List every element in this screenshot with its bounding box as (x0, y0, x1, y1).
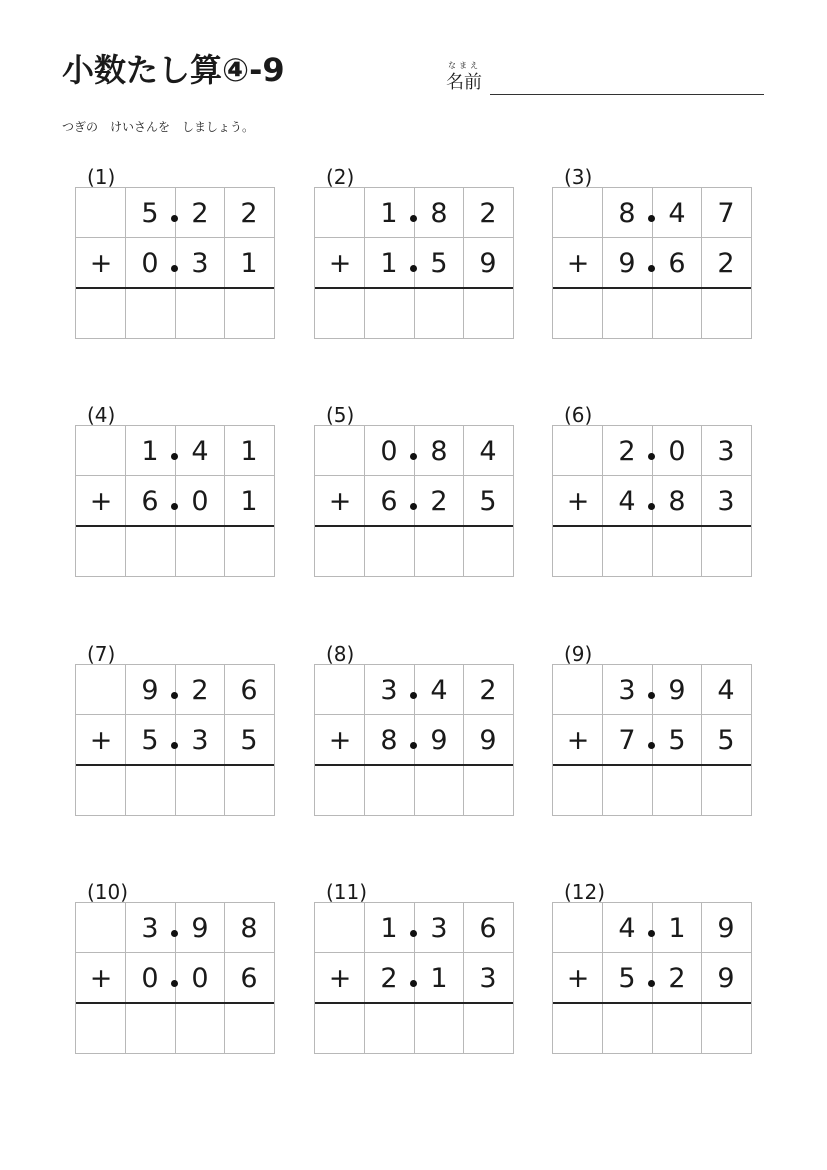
bottom-digit: 5 (430, 247, 448, 279)
answer-cell[interactable] (701, 765, 751, 815)
plus-sign: + (566, 962, 590, 994)
answer-cell[interactable] (76, 526, 126, 576)
calculation-grid (75, 425, 275, 577)
top-digit: 3 (717, 435, 735, 467)
bottom-digit: 0 (191, 485, 209, 517)
worksheet-title: 小数たし算④-9 (62, 51, 285, 89)
decimal-point (410, 503, 417, 510)
bottom-digit: 6 (141, 485, 159, 517)
decimal-point (410, 742, 417, 749)
top-digit: 1 (141, 435, 159, 467)
answer-cell[interactable] (76, 1003, 126, 1053)
bottom-digit: 2 (717, 247, 735, 279)
bottom-digit: 2 (380, 962, 398, 994)
bottom-digit: 4 (618, 485, 636, 517)
top-digit: 3 (618, 674, 636, 706)
top-digit: 6 (240, 674, 258, 706)
name-label: 名前 (446, 72, 482, 93)
plus-sign: + (566, 724, 590, 756)
top-digit: 0 (668, 435, 686, 467)
answer-cell[interactable] (315, 288, 365, 338)
answer-cell[interactable] (652, 526, 702, 576)
bottom-digit: 0 (141, 247, 159, 279)
top-digit: 9 (191, 912, 209, 944)
bottom-digit: 0 (191, 962, 209, 994)
bottom-digit: 3 (479, 962, 497, 994)
top-digit: 4 (479, 435, 497, 467)
answer-cell[interactable] (652, 288, 702, 338)
calculation-grid (552, 425, 752, 577)
answer-cell[interactable] (652, 765, 702, 815)
plus-sign: + (89, 724, 113, 756)
top-digit: 7 (717, 197, 735, 229)
bottom-digit: 6 (668, 247, 686, 279)
top-digit: 8 (430, 197, 448, 229)
bottom-digit: 1 (430, 962, 448, 994)
answer-cell[interactable] (364, 526, 414, 576)
calculation-grid (75, 187, 275, 339)
problem (314, 403, 514, 583)
decimal-point (410, 980, 417, 987)
problem-number: (7) (87, 642, 116, 666)
answer-cell[interactable] (175, 288, 225, 338)
top-digit: 4 (618, 912, 636, 944)
bottom-digit: 1 (380, 247, 398, 279)
calculation-grid (314, 425, 514, 577)
decimal-point (648, 742, 655, 749)
answer-cell[interactable] (463, 765, 513, 815)
plus-sign: + (328, 247, 352, 279)
problem (552, 403, 752, 583)
bottom-digit: 6 (380, 485, 398, 517)
bottom-digit: 3 (191, 724, 209, 756)
problem-number: (9) (564, 642, 593, 666)
calculation-grid (552, 902, 752, 1054)
bottom-digit: 0 (141, 962, 159, 994)
problem (75, 880, 275, 1060)
calculation-grid (552, 187, 752, 339)
top-digit: 0 (380, 435, 398, 467)
answer-cell[interactable] (414, 1003, 464, 1053)
bottom-digit: 1 (240, 247, 258, 279)
answer-cell[interactable] (652, 1003, 702, 1053)
bottom-digit: 9 (479, 247, 497, 279)
bottom-digit: 5 (668, 724, 686, 756)
answer-cell[interactable] (463, 288, 513, 338)
answer-cell[interactable] (553, 526, 603, 576)
calculation-grid (75, 664, 275, 816)
answer-cell[interactable] (553, 1003, 603, 1053)
answer-cell[interactable] (125, 1003, 175, 1053)
decimal-point (410, 215, 417, 222)
top-digit: 2 (618, 435, 636, 467)
problem (75, 403, 275, 583)
answer-cell[interactable] (602, 1003, 652, 1053)
top-digit: 4 (430, 674, 448, 706)
answer-cell[interactable] (701, 1003, 751, 1053)
problem (314, 165, 514, 345)
bottom-digit: 7 (618, 724, 636, 756)
answer-cell[interactable] (463, 1003, 513, 1053)
decimal-point (171, 980, 178, 987)
top-digit: 1 (380, 197, 398, 229)
bottom-digit: 5 (618, 962, 636, 994)
bottom-digit: 1 (240, 485, 258, 517)
problem (314, 880, 514, 1060)
answer-cell[interactable] (315, 1003, 365, 1053)
answer-cell[interactable] (364, 288, 414, 338)
answer-cell[interactable] (224, 526, 274, 576)
answer-cell[interactable] (76, 288, 126, 338)
decimal-point (410, 453, 417, 460)
decimal-point (171, 692, 178, 699)
plus-sign: + (89, 247, 113, 279)
bottom-digit: 5 (717, 724, 735, 756)
answer-cell[interactable] (175, 765, 225, 815)
decimal-point (648, 215, 655, 222)
decimal-point (648, 980, 655, 987)
answer-cell[interactable] (224, 765, 274, 815)
problem-number: (3) (564, 165, 593, 189)
calculation-grid (75, 902, 275, 1054)
bottom-digit: 9 (717, 962, 735, 994)
answer-cell[interactable] (553, 288, 603, 338)
decimal-point (410, 930, 417, 937)
top-digit: 1 (380, 912, 398, 944)
instruction-text: つぎの けいさんを しましょう。 (62, 120, 255, 134)
decimal-point (648, 930, 655, 937)
answer-cell[interactable] (224, 1003, 274, 1053)
decimal-point (648, 453, 655, 460)
answer-cell[interactable] (175, 1003, 225, 1053)
bottom-digit: 3 (191, 247, 209, 279)
top-digit: 3 (380, 674, 398, 706)
bottom-digit: 8 (380, 724, 398, 756)
bottom-digit: 5 (141, 724, 159, 756)
answer-cell[interactable] (76, 765, 126, 815)
plus-sign: + (89, 962, 113, 994)
bottom-digit: 6 (240, 962, 258, 994)
problem (552, 165, 752, 345)
plus-sign: + (328, 962, 352, 994)
top-digit: 9 (141, 674, 159, 706)
top-digit: 2 (479, 197, 497, 229)
top-digit: 2 (240, 197, 258, 229)
answer-cell[interactable] (364, 1003, 414, 1053)
bottom-digit: 9 (479, 724, 497, 756)
decimal-point (648, 503, 655, 510)
calculation-grid (314, 187, 514, 339)
top-digit: 4 (717, 674, 735, 706)
problem (552, 880, 752, 1060)
problem (552, 642, 752, 822)
problem-number: (12) (564, 880, 606, 904)
answer-cell[interactable] (125, 288, 175, 338)
plus-sign: + (328, 724, 352, 756)
top-digit: 5 (141, 197, 159, 229)
answer-cell[interactable] (701, 288, 751, 338)
decimal-point (171, 742, 178, 749)
plus-sign: + (328, 485, 352, 517)
bottom-digit: 9 (618, 247, 636, 279)
problem-number: (5) (326, 403, 355, 427)
problem (75, 165, 275, 345)
decimal-point (648, 692, 655, 699)
answer-cell[interactable] (463, 526, 513, 576)
top-digit: 8 (618, 197, 636, 229)
answer-cell[interactable] (553, 765, 603, 815)
problem-number: (8) (326, 642, 355, 666)
top-digit: 2 (191, 197, 209, 229)
plus-sign: + (566, 485, 590, 517)
top-digit: 1 (668, 912, 686, 944)
decimal-point (171, 930, 178, 937)
answer-cell[interactable] (602, 288, 652, 338)
answer-cell[interactable] (364, 765, 414, 815)
bottom-digit: 3 (717, 485, 735, 517)
problem (75, 642, 275, 822)
decimal-point (410, 265, 417, 272)
problem-number: (4) (87, 403, 116, 427)
bottom-digit: 2 (430, 485, 448, 517)
top-digit: 8 (430, 435, 448, 467)
bottom-digit: 9 (430, 724, 448, 756)
problem (314, 642, 514, 822)
top-digit: 2 (191, 674, 209, 706)
decimal-point (171, 215, 178, 222)
answer-cell[interactable] (602, 765, 652, 815)
plus-sign: + (566, 247, 590, 279)
problem-number: (1) (87, 165, 116, 189)
answer-cell[interactable] (414, 765, 464, 815)
decimal-point (648, 265, 655, 272)
problem-number: (11) (326, 880, 368, 904)
top-digit: 3 (141, 912, 159, 944)
answer-cell[interactable] (414, 526, 464, 576)
answer-cell[interactable] (125, 765, 175, 815)
answer-cell[interactable] (315, 765, 365, 815)
calculation-grid (552, 664, 752, 816)
calculation-grid (314, 902, 514, 1054)
bottom-digit: 5 (479, 485, 497, 517)
answer-cell[interactable] (414, 288, 464, 338)
answer-cell[interactable] (602, 526, 652, 576)
bottom-digit: 8 (668, 485, 686, 517)
top-digit: 8 (240, 912, 258, 944)
top-digit: 4 (668, 197, 686, 229)
top-digit: 3 (430, 912, 448, 944)
decimal-point (171, 503, 178, 510)
answer-cell[interactable] (125, 526, 175, 576)
bottom-digit: 2 (668, 962, 686, 994)
name-write-line[interactable] (490, 94, 764, 95)
name-furigana: なまえ (448, 61, 481, 70)
problem-number: (6) (564, 403, 593, 427)
top-digit: 9 (668, 674, 686, 706)
problem-number: (10) (87, 880, 129, 904)
top-digit: 2 (479, 674, 497, 706)
decimal-point (410, 692, 417, 699)
answer-cell[interactable] (315, 526, 365, 576)
problem-number: (2) (326, 165, 355, 189)
plus-sign: + (89, 485, 113, 517)
bottom-digit: 5 (240, 724, 258, 756)
answer-cell[interactable] (175, 526, 225, 576)
decimal-point (171, 453, 178, 460)
decimal-point (171, 265, 178, 272)
top-digit: 6 (479, 912, 497, 944)
top-digit: 1 (240, 435, 258, 467)
top-digit: 9 (717, 912, 735, 944)
answer-cell[interactable] (224, 288, 274, 338)
calculation-grid (314, 664, 514, 816)
top-digit: 4 (191, 435, 209, 467)
answer-cell[interactable] (701, 526, 751, 576)
